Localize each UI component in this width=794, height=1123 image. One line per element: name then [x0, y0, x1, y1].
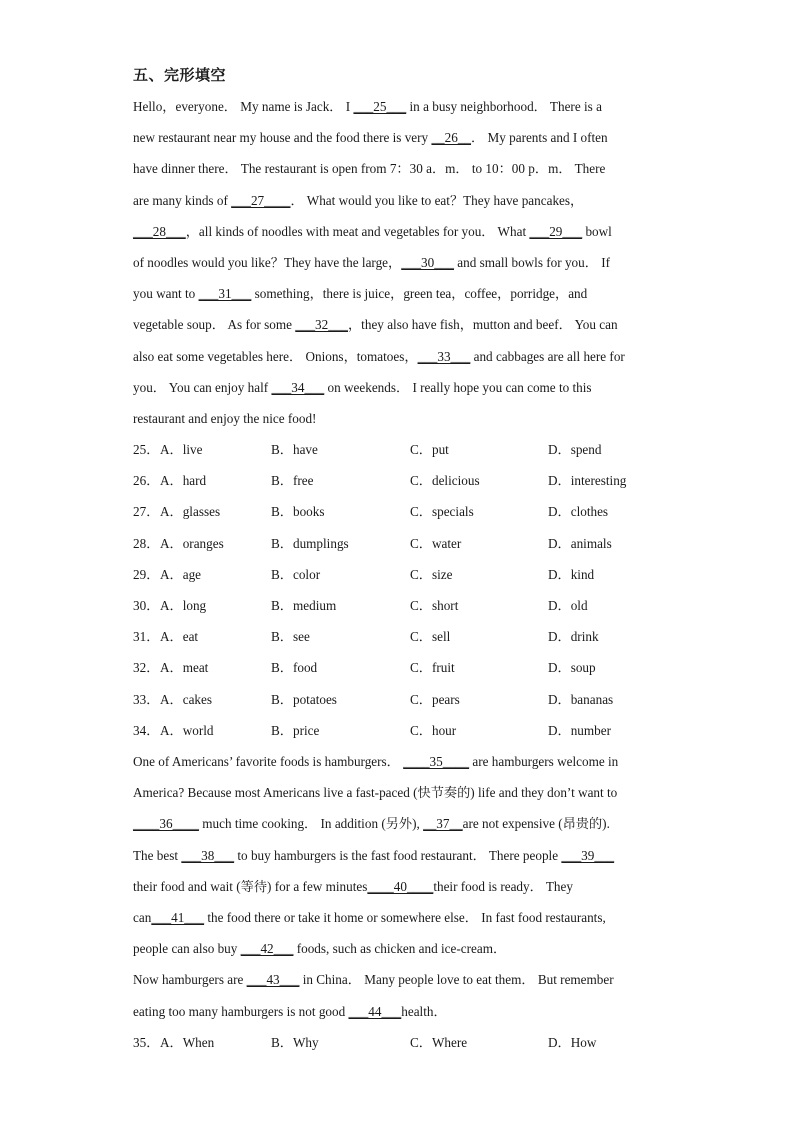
question-number: 29．	[133, 566, 160, 582]
passage-2	[133, 746, 673, 1027]
passage-line	[133, 91, 673, 122]
option-a: A．When	[160, 1035, 215, 1050]
option-d: D．clothes	[548, 504, 609, 520]
answer-blank: ___27____	[231, 192, 291, 208]
passage-line	[133, 902, 673, 933]
option-a: A．meat	[160, 660, 209, 676]
question-number: 28．	[133, 535, 160, 551]
question-row	[133, 496, 693, 527]
passage-text: have dinner there． The restaurant is open from 7：30 a．m． to 10：00 p．m． There	[133, 161, 606, 177]
passage-text: and small bowls for you． If	[453, 254, 610, 270]
passage-text: restaurant and enjoy the nice food!	[133, 410, 317, 426]
option-b: B．dumplings	[271, 535, 349, 551]
answer-blank: ___34___	[271, 379, 325, 395]
passage-line	[133, 122, 673, 153]
option-a: A．live	[160, 442, 203, 457]
passage-line	[133, 341, 673, 372]
passage-line	[133, 933, 673, 964]
answer-blank: ___39___	[561, 847, 615, 863]
passage-text: also eat some vegetables here． Onions，tomatoes，	[133, 348, 418, 364]
option-d: D．interesting	[548, 473, 627, 489]
option-d: D．kind	[548, 566, 595, 582]
passage-text: ，all kinds of noodles with meat and vegetables for you． What	[185, 223, 530, 239]
answer-blank: ____40____	[367, 878, 434, 894]
passage-text: ． What would you like to eat？They have pancakes，	[290, 192, 584, 208]
passage-line	[133, 185, 673, 216]
question-row	[133, 590, 693, 621]
option-c: C．fruit	[410, 660, 455, 676]
question-number: 30．	[133, 598, 160, 613]
passage-line	[133, 840, 673, 871]
passage-text: much time cooking． In addition (另外),	[198, 816, 424, 832]
question-number: 35．	[133, 1035, 160, 1050]
answer-blank: __37__	[423, 816, 463, 832]
answer-blank: ___42___	[240, 941, 294, 957]
option-c: C．put	[410, 442, 449, 457]
passage-text: to buy hamburgers is the fast food restaurant． There people	[234, 847, 562, 863]
answer-blank: __26__	[431, 130, 472, 146]
option-b: B．books	[271, 504, 325, 520]
option-d: D．number	[548, 722, 611, 738]
option-c: C．sell	[410, 629, 451, 645]
answer-blank: ___28___	[133, 223, 186, 239]
passage-text: the food there or take it home or somewhere else． In fast food restaurants,	[204, 909, 606, 925]
passage-text: America? Because most Americans live a fast-paced (快节奏的) life and they don’t want to	[133, 785, 618, 801]
answer-blank: ____35____	[403, 754, 470, 769]
option-b: B．Why	[271, 1035, 319, 1050]
answer-blank: ___41___	[151, 909, 205, 925]
passage-text: foods, such as chicken and ice-cream．	[293, 941, 507, 957]
question-row	[133, 684, 693, 715]
passage-text: you． You can enjoy half	[133, 379, 272, 395]
passage-text: ． My parents and I often	[471, 130, 608, 146]
passage-line	[133, 808, 673, 839]
passage-line	[133, 153, 673, 184]
passage-text: are not expensive (昂贵的).	[462, 816, 610, 832]
passage-text: something，there is juice，green tea，coffee，porridge，and	[251, 286, 588, 302]
option-a: A．glasses	[160, 504, 221, 520]
answer-blank: ___33___	[417, 348, 471, 364]
passage-text: health．	[401, 1003, 447, 1019]
option-c: C．specials	[410, 504, 474, 520]
option-b: B．color	[271, 566, 321, 582]
passage-line	[133, 996, 673, 1027]
passage-text: are hamburgers welcome in	[469, 754, 619, 769]
option-c: C．water	[410, 535, 462, 551]
option-a: A．hard	[160, 473, 207, 489]
option-c: C．hour	[410, 722, 457, 738]
question-number: 26．	[133, 473, 160, 489]
answer-blank: ___38___	[181, 847, 235, 863]
option-a: A．eat	[160, 629, 199, 645]
passage-text: and cabbages are all here for	[470, 348, 625, 364]
passage-line	[133, 247, 673, 278]
option-a: A．world	[160, 722, 214, 738]
passage-line	[133, 746, 673, 777]
passage-text: vegetable soup． As for some	[133, 317, 296, 333]
question-row	[133, 715, 693, 746]
option-a: A．long	[160, 598, 207, 613]
answer-blank: ___31___	[198, 286, 252, 302]
answer-blank: ___29___	[529, 223, 583, 239]
passage-line	[133, 964, 673, 995]
passage-text: ，they also have fish，mutton and beef． You can	[348, 317, 618, 333]
option-b: B．potatoes	[271, 691, 337, 707]
passage-text: bowl	[582, 223, 612, 239]
passage-1	[133, 91, 673, 434]
option-b: B．see	[271, 629, 310, 645]
passage-text: Hello，everyone． My name is Jack． I	[133, 99, 354, 114]
passage-text: of noodles would you like？They have the large，	[133, 254, 402, 270]
option-d: D．old	[548, 598, 588, 613]
answer-blank: ___25___	[353, 99, 407, 114]
option-c: C．short	[410, 598, 459, 613]
passage-line	[133, 403, 673, 434]
question-number: 34．	[133, 722, 160, 738]
question-number: 32．	[133, 660, 160, 676]
passage-text: you want to	[133, 286, 199, 302]
option-d: D．How	[548, 1035, 597, 1050]
question-row	[133, 652, 693, 683]
passage-text: new restaurant near my house and the food there is very	[133, 130, 432, 146]
option-a: A．oranges	[160, 535, 224, 551]
question-row	[133, 465, 693, 496]
question-row	[133, 434, 693, 465]
answer-blank: ___32___	[295, 317, 348, 333]
passage-text: in a busy neighborhood． There is a	[406, 99, 602, 114]
passage-line	[133, 309, 673, 340]
option-d: D．soup	[548, 660, 596, 676]
answer-blank: ___30___	[401, 254, 454, 270]
option-a: A．cakes	[160, 691, 212, 707]
passage-text: people can also buy	[133, 941, 241, 957]
option-b: B．medium	[271, 598, 337, 613]
passage-text: eating too many hamburgers is not good	[133, 1003, 349, 1019]
option-c: C．pears	[410, 691, 460, 707]
option-b: B．free	[271, 473, 314, 489]
option-d: D．bananas	[548, 691, 614, 707]
option-b: B．have	[271, 442, 318, 457]
section-title: 五、完形填空	[133, 66, 227, 84]
option-b: B．price	[271, 722, 320, 738]
question-row	[133, 1027, 693, 1058]
passage-text: in China． Many people love to eat them． But remember	[299, 972, 614, 988]
answer-blank: ____36____	[133, 816, 199, 832]
question-number: 27．	[133, 504, 160, 520]
passage-line	[133, 372, 673, 403]
passage-text: Now hamburgers are	[133, 972, 247, 988]
option-c: C．Where	[410, 1035, 468, 1050]
question-row	[133, 559, 693, 590]
passage-text: on weekends． I really hope you can come to this	[324, 379, 592, 395]
option-d: D．animals	[548, 535, 612, 551]
question-row	[133, 621, 693, 652]
question-number: 25．	[133, 442, 160, 457]
option-c: C．delicious	[410, 473, 480, 489]
option-d: D．drink	[548, 629, 599, 645]
option-d: D．spend	[548, 442, 602, 457]
passage-text: their food is ready． They	[433, 878, 573, 894]
question-number: 31．	[133, 629, 160, 645]
question-row	[133, 528, 693, 559]
option-c: C．size	[410, 566, 453, 582]
passage-line	[133, 216, 673, 247]
answer-blank: ___44___	[348, 1003, 402, 1019]
passage-line	[133, 278, 673, 309]
answer-blank: ___43___	[246, 972, 300, 988]
passage-text: One of Americans’ favorite foods is hamburgers．	[133, 754, 404, 769]
option-b: B．food	[271, 660, 318, 676]
passage-text: their food and wait (等待) for a few minutes	[133, 878, 368, 894]
passage-text: can	[133, 909, 152, 925]
passage-text: The best	[133, 847, 182, 863]
option-a: A．age	[160, 566, 202, 582]
passage-line	[133, 777, 673, 808]
passage-line	[133, 871, 673, 902]
passage-text: are many kinds of	[133, 192, 232, 208]
question-number: 33．	[133, 691, 160, 707]
